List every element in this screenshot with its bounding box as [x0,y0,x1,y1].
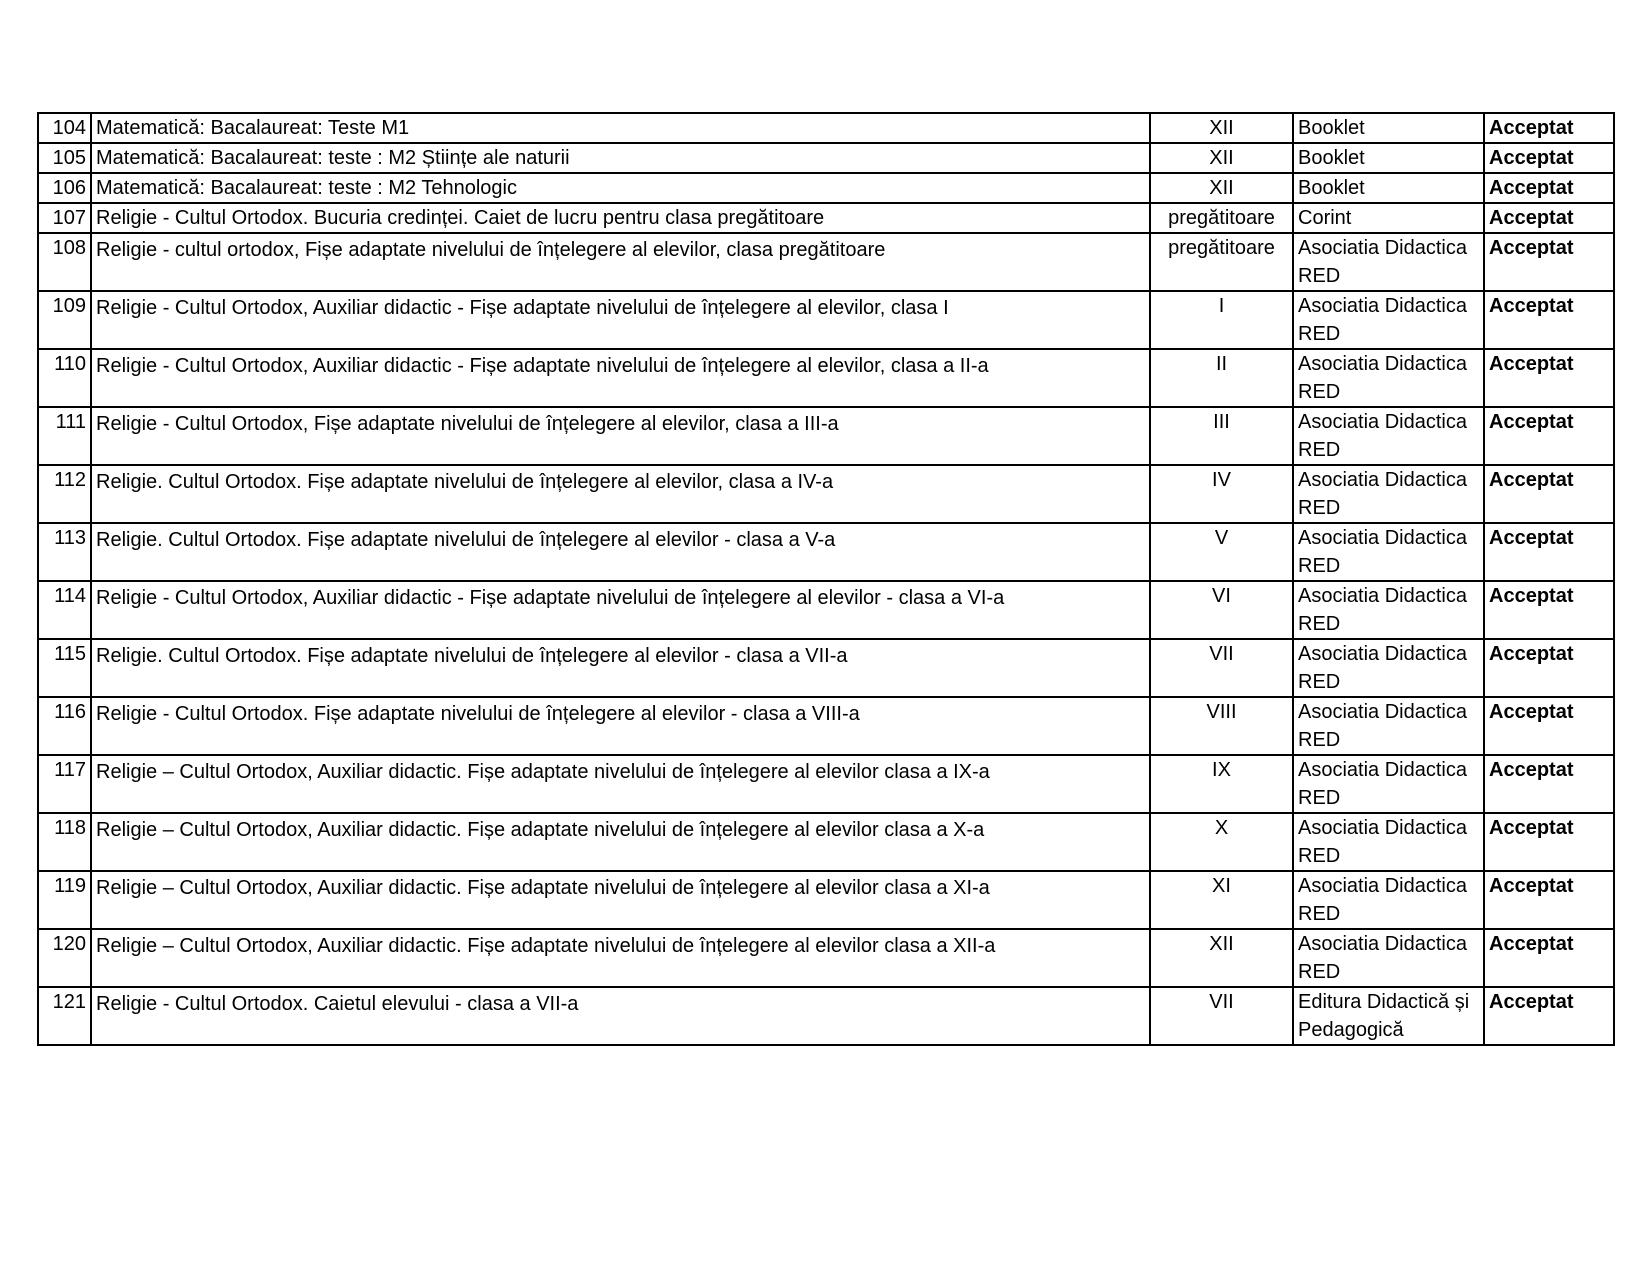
publisher-text: Editura Didactică și Pedagogică [1298,991,1470,1041]
class-level-text: IV [1212,469,1231,491]
row-number-cell [38,233,91,291]
publisher-text: Asociatia Didactica RED [1298,643,1467,693]
publisher-cell [1293,349,1484,407]
status-text: Acceptat [1489,237,1574,259]
row-number-cell [38,639,91,697]
publisher-text: Asociatia Didactica RED [1298,759,1467,809]
publisher-cell [1293,871,1484,929]
status-cell [1484,755,1614,813]
publisher-cell [1293,233,1484,291]
status-text: Acceptat [1489,933,1574,955]
table-row [38,755,1614,813]
status-text: Acceptat [1489,527,1574,549]
table-body [38,113,1614,1045]
table-row [38,203,1614,233]
row-number-cell [38,929,91,987]
class-level-text: V [1214,527,1229,549]
title-cell [91,755,1150,813]
table-row [38,697,1614,755]
class-level-cell [1150,871,1293,929]
status-cell [1484,929,1614,987]
publisher-text: Asociatia Didactica RED [1298,469,1467,519]
row-number-cell [38,581,91,639]
row-number-text: 119 [54,875,86,897]
status-cell [1484,203,1614,233]
title-cell [91,929,1150,987]
title-cell [91,291,1150,349]
row-number-text: 120 [52,933,86,955]
table-row [38,349,1614,407]
table-row [38,581,1614,639]
class-level-cell [1150,581,1293,639]
publisher-cell [1293,697,1484,755]
table-row [38,407,1614,465]
publisher-text: Asociatia Didactica RED [1298,411,1467,461]
status-text: Acceptat [1489,177,1574,199]
publisher-cell [1293,581,1484,639]
title-text: Religie - Cultul Ortodox, Auxiliar didactic - Fișe adaptate nivelului de înțelegere al elevilor, clasa a II-a [96,355,989,377]
status-text: Acceptat [1489,701,1574,723]
status-cell [1484,813,1614,871]
status-cell [1484,987,1614,1045]
publisher-cell [1293,639,1484,697]
publisher-text: Asociatia Didactica RED [1298,353,1467,403]
status-text: Acceptat [1489,147,1574,169]
title-text: Religie - Cultul Ortodox, Auxiliar didactic - Fișe adaptate nivelului de înțelegere al elevilor, clasa I [96,297,949,319]
publisher-text: Asociatia Didactica RED [1298,701,1467,751]
row-number-cell [38,113,91,143]
row-number-text: 110 [54,353,86,375]
class-level-cell [1150,697,1293,755]
status-cell [1484,639,1614,697]
row-number-text: 104 [52,117,86,139]
class-level-text: XII [1209,177,1234,199]
row-number-cell [38,697,91,755]
publisher-text: Asociatia Didactica RED [1298,527,1467,577]
class-level-text: XII [1209,117,1234,139]
status-text: Acceptat [1489,585,1574,607]
title-text: Religie – Cultul Ortodox, Auxiliar didactic. Fișe adaptate nivelului de înțelegere al elevilor clasa a X-a [96,819,985,841]
row-number-cell [38,465,91,523]
class-level-text: III [1213,411,1230,433]
class-level-cell [1150,143,1293,173]
status-cell [1484,465,1614,523]
status-text: Acceptat [1489,295,1574,317]
row-number-text: 116 [54,701,86,723]
class-level-text: XII [1209,933,1234,955]
table-row [38,639,1614,697]
row-number-cell [38,523,91,581]
title-cell [91,203,1150,233]
status-text: Acceptat [1489,817,1574,839]
title-cell [91,465,1150,523]
status-cell [1484,581,1614,639]
class-level-cell [1150,291,1293,349]
class-level-cell [1150,987,1293,1045]
table-row [38,143,1614,173]
publisher-cell [1293,755,1484,813]
publisher-cell [1293,929,1484,987]
class-level-cell [1150,465,1293,523]
title-text: Religie - Cultul Ortodox. Caietul elevului - clasa a VII-a [96,993,579,1015]
table-row [38,813,1614,871]
table-row [38,523,1614,581]
status-cell [1484,697,1614,755]
publisher-text: Asociatia Didactica RED [1298,237,1467,287]
row-number-text: 107 [52,207,86,229]
status-cell [1484,233,1614,291]
table-row [38,871,1614,929]
status-cell [1484,349,1614,407]
status-cell [1484,523,1614,581]
title-cell [91,697,1150,755]
row-number-text: 106 [52,177,86,199]
class-level-cell [1150,639,1293,697]
title-text: Religie. Cultul Ortodox. Fișe adaptate nivelului de înțelegere al elevilor, clasa a IV-a [96,471,834,493]
row-number-text: 105 [52,147,86,169]
status-text: Acceptat [1489,991,1574,1013]
row-number-text: 109 [52,295,86,317]
status-cell [1484,291,1614,349]
publisher-cell [1293,173,1484,203]
row-number-text: 111 [55,411,86,433]
publisher-text: Asociatia Didactica RED [1298,585,1467,635]
class-level-text: VIII [1206,701,1237,723]
title-text: Religie – Cultul Ortodox, Auxiliar didactic. Fișe adaptate nivelului de înțelegere al elevilor clasa a XI-a [96,877,990,899]
publisher-cell [1293,465,1484,523]
table-row [38,113,1614,143]
row-number-cell [38,349,91,407]
class-level-text: X [1214,817,1229,839]
class-level-cell [1150,755,1293,813]
class-level-text: IX [1212,759,1231,781]
status-text: Acceptat [1489,875,1574,897]
row-number-cell [38,987,91,1045]
publisher-cell [1293,113,1484,143]
publisher-text: Asociatia Didactica RED [1298,295,1467,345]
row-number-text: 108 [52,237,86,259]
status-cell [1484,871,1614,929]
status-cell [1484,143,1614,173]
status-cell [1484,407,1614,465]
title-text: Religie - Cultul Ortodox. Fișe adaptate nivelului de înțelegere al elevilor - clasa a VIII-a [96,703,860,725]
class-level-cell [1150,929,1293,987]
publisher-text: Asociatia Didactica RED [1298,933,1467,983]
title-text: Matematică: Bacalaureat: teste : M2 Tehnologic [96,177,517,199]
class-level-cell [1150,813,1293,871]
row-number-cell [38,291,91,349]
publisher-text: Corint [1298,207,1352,229]
class-level-text: II [1215,353,1228,375]
title-cell [91,987,1150,1045]
title-cell [91,349,1150,407]
title-text: Religie. Cultul Ortodox. Fișe adaptate nivelului de înțelegere al elevilor - clasa a V-a [96,529,836,551]
class-level-text: I [1218,295,1225,317]
class-level-text: VII [1209,643,1234,665]
publisher-cell [1293,143,1484,173]
class-level-cell [1150,233,1293,291]
title-cell [91,143,1150,173]
publisher-cell [1293,987,1484,1045]
class-level-cell [1150,523,1293,581]
row-number-cell [38,173,91,203]
publisher-text: Booklet [1298,147,1365,169]
publisher-text: Booklet [1298,177,1365,199]
table-row [38,987,1614,1045]
title-text: Matematică: Bacalaureat: teste : M2 Științe ale naturii [96,147,570,169]
title-text: Religie - Cultul Ortodox. Bucuria credinței. Caiet de lucru pentru clasa pregătitoare [96,207,825,229]
row-number-text: 118 [54,817,86,839]
publisher-cell [1293,813,1484,871]
title-cell [91,581,1150,639]
class-level-cell [1150,173,1293,203]
row-number-text: 117 [54,759,86,781]
row-number-text: 121 [52,991,86,1013]
status-text: Acceptat [1489,469,1574,491]
class-level-text: XII [1209,147,1234,169]
row-number-cell [38,755,91,813]
title-cell [91,871,1150,929]
class-level-cell [1150,349,1293,407]
row-number-cell [38,813,91,871]
title-text: Religie - Cultul Ortodox, Auxiliar didactic - Fișe adaptate nivelului de înțelegere al elevilor - clasa a VI-a [96,587,1005,609]
title-cell [91,523,1150,581]
class-level-text: VII [1209,991,1234,1013]
status-text: Acceptat [1489,117,1574,139]
class-level-text: pregătitoare [1168,237,1275,259]
title-text: Religie – Cultul Ortodox, Auxiliar didactic. Fișe adaptate nivelului de înțelegere al elevilor clasa a IX-a [96,761,990,783]
class-level-cell [1150,113,1293,143]
status-text: Acceptat [1489,643,1574,665]
title-text: Religie – Cultul Ortodox, Auxiliar didactic. Fișe adaptate nivelului de înțelegere al elevilor clasa a XII-a [96,935,996,957]
table-row [38,291,1614,349]
class-level-text: VI [1212,585,1231,607]
title-cell [91,173,1150,203]
publisher-text: Asociatia Didactica RED [1298,875,1467,925]
title-text: Religie. Cultul Ortodox. Fișe adaptate nivelului de înțelegere al elevilor - clasa a VII-a [96,645,848,667]
publisher-text: Asociatia Didactica RED [1298,817,1467,867]
title-text: Religie - cultul ortodox, Fișe adaptate nivelului de înțelegere al elevilor, clasa pregătitoare [96,239,886,261]
status-text: Acceptat [1489,353,1574,375]
title-text: Matematică: Bacalaureat: Teste M1 [96,117,410,139]
row-number-cell [38,143,91,173]
publisher-cell [1293,523,1484,581]
title-cell [91,639,1150,697]
publisher-text: Booklet [1298,117,1365,139]
row-number-cell [38,407,91,465]
row-number-text: 114 [54,585,86,607]
title-cell [91,233,1150,291]
status-text: Acceptat [1489,207,1574,229]
title-cell [91,407,1150,465]
approved-materials-table [37,112,1615,1046]
status-cell [1484,113,1614,143]
title-text: Religie - Cultul Ortodox, Fișe adaptate nivelului de înțelegere al elevilor, clasa a III-a [96,413,839,435]
publisher-cell [1293,291,1484,349]
class-level-cell [1150,407,1293,465]
class-level-text: XI [1212,875,1231,897]
table-row [38,233,1614,291]
class-level-cell [1150,203,1293,233]
row-number-cell [38,871,91,929]
class-level-text: pregătitoare [1168,207,1275,229]
table-row [38,929,1614,987]
row-number-text: 113 [54,527,86,549]
title-cell [91,113,1150,143]
publisher-cell [1293,407,1484,465]
table-row [38,465,1614,523]
row-number-cell [38,203,91,233]
title-cell [91,813,1150,871]
status-text: Acceptat [1489,411,1574,433]
row-number-text: 112 [54,469,86,491]
status-text: Acceptat [1489,759,1574,781]
publisher-cell [1293,203,1484,233]
table-row [38,173,1614,203]
row-number-text: 115 [54,643,86,665]
status-cell [1484,173,1614,203]
